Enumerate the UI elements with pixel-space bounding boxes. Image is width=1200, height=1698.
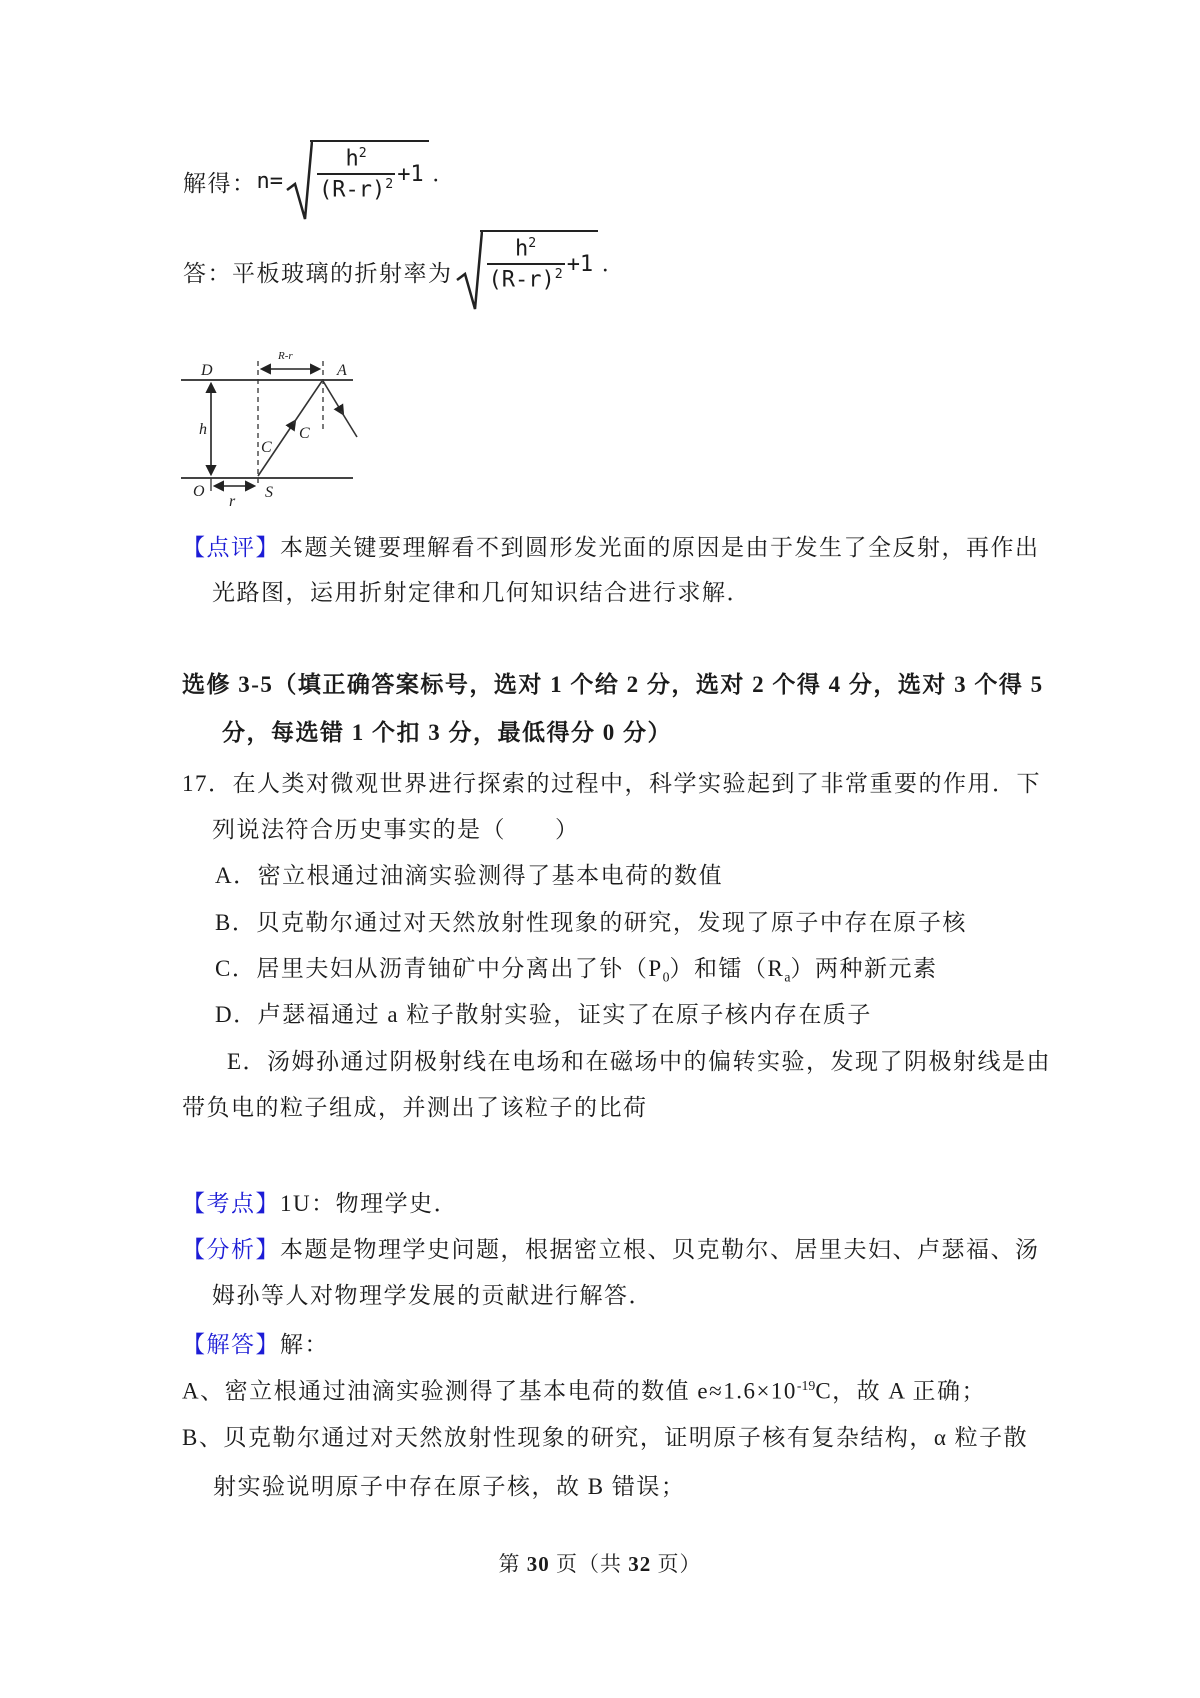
formula-end-dot: · — [601, 257, 610, 284]
option-b: B．贝克勒尔通过对天然放射性现象的研究，发现了原子中存在原子核 — [215, 910, 967, 935]
plus-one-term: +1 — [397, 161, 424, 187]
label-O: O — [193, 483, 205, 500]
section-heading-line-1: 选修 3-5（填正确答案标号，选对 1 个给 2 分，选对 2 个得 4 分，选对 3 个得 5 — [182, 672, 1044, 697]
comment-line-1 — [182, 534, 1040, 563]
jieda-text: 解： — [280, 1332, 329, 1357]
formula-solve — [183, 138, 440, 224]
comment-text-1: 本题关键要理解看不到圆形发光面的原因是由于发生了全反射，再作出 — [280, 535, 1040, 560]
question-line-2: 列说法符合历史事实的是（ ） — [212, 817, 580, 842]
fraction — [487, 236, 565, 293]
numerator-base: h — [345, 146, 359, 172]
formula-end-dot: · — [431, 167, 440, 194]
label-h: h — [199, 421, 207, 438]
footer-post: 页） — [657, 1552, 702, 1576]
option-c-post: ）两种新元素 — [790, 956, 938, 981]
kaodian-text: 1U：物理学史． — [280, 1191, 459, 1216]
footer-page-number: 30 — [526, 1552, 550, 1576]
section-heading-line-2: 分，每选错 1 个扣 3 分，最低得分 0 分） — [222, 720, 672, 745]
formula-answer — [183, 228, 609, 314]
radicand — [480, 230, 599, 295]
numerator-base: h — [514, 236, 529, 262]
light-ray-diagram — [173, 328, 373, 518]
denominator-base: (R-r) — [488, 267, 555, 293]
option-c-pre: C．居里夫妇从沥青铀矿中分离出了钋（P — [215, 956, 663, 981]
footer-pre: 第 — [498, 1552, 521, 1576]
denominator-exponent: 2 — [385, 177, 394, 193]
label-C-left: C — [261, 439, 272, 456]
fenxi-text-1: 本题是物理学史问题，根据密立根、贝克勒尔、居里夫妇、卢瑟福、汤 — [280, 1237, 1040, 1262]
page-footer — [0, 1548, 1200, 1578]
fenxi-label: 【分析】 — [182, 1237, 280, 1262]
option-c-mid: ）和镭（R — [669, 956, 785, 981]
label-top-distance: R-r — [278, 350, 293, 362]
radical-sign-icon — [455, 228, 483, 314]
fraction — [317, 146, 395, 203]
jieda-label: 【解答】 — [182, 1332, 280, 1357]
fenxi-line-1 — [182, 1236, 1040, 1265]
label-r: r — [229, 493, 236, 510]
comment-line-2: 光路图，运用折射定律和几何知识结合进行求解． — [212, 580, 751, 605]
label-S: S — [265, 484, 273, 501]
radical-sign-icon — [285, 138, 313, 224]
option-c-sub-0: 0 — [662, 969, 670, 985]
option-a: A．密立根通过油滴实验测得了基本电荷的数值 — [215, 863, 724, 888]
solution-a-pre: A、密立根通过油滴实验测得了基本电荷的数值 e≈1.6×10 — [182, 1378, 797, 1404]
footer-mid: 页（共 — [556, 1552, 622, 1576]
jieda-line — [182, 1331, 329, 1360]
numerator-exponent: 2 — [528, 236, 537, 251]
fraction-numerator — [335, 146, 376, 173]
fraction-numerator — [505, 236, 546, 263]
reflected-ray — [323, 381, 343, 414]
solution-b-line-2: 射实验说明原子中存在原子核，故 B 错误； — [213, 1474, 686, 1499]
fraction-denominator — [317, 175, 395, 202]
option-c-sub-a: a — [784, 969, 791, 985]
solution-a-exponent: -19 — [796, 1378, 816, 1393]
solution-a-post: C，故 A 正确； — [815, 1378, 987, 1404]
question-line-1: 17．在人类对微观世界进行探索的过程中，科学实验起到了非常重要的作用．下 — [182, 771, 1041, 796]
reflected-ray-lower — [341, 411, 357, 437]
fenxi-line-2: 姆孙等人对物理学发展的贡献进行解答． — [212, 1283, 653, 1308]
label-C-right: C — [299, 425, 310, 442]
option-c — [215, 955, 938, 986]
radicand — [310, 140, 429, 205]
formula-solve-label: 解得： — [183, 170, 257, 196]
formula-answer-label: 答：平板玻璃的折射率为 — [183, 260, 453, 286]
kaodian-label: 【考点】 — [182, 1191, 280, 1216]
denominator-base: (R-r) — [319, 177, 386, 203]
solution-a — [182, 1377, 986, 1406]
option-e-line-1: E．汤姆孙通过阴极射线在电场和在磁场中的偏转实验，发现了阴极射线是由 — [227, 1049, 1052, 1074]
comment-label: 【点评】 — [182, 535, 280, 560]
label-D: D — [201, 362, 213, 379]
kaodian-line — [182, 1190, 458, 1219]
incident-ray-upper — [293, 381, 322, 424]
denominator-exponent: 2 — [554, 267, 563, 283]
label-A: A — [337, 362, 347, 379]
option-d: D．卢瑟福通过 a 粒子散射实验，证实了在原子核内存在质子 — [215, 1002, 872, 1027]
fraction-denominator — [487, 265, 565, 292]
formula-n-equals: n= — [256, 168, 283, 194]
footer-total-pages: 32 — [628, 1552, 652, 1576]
sqrt-expression-2 — [455, 228, 599, 314]
solution-b-line-1: B、贝克勒尔通过对天然放射性现象的研究，证明原子核有复杂结构，α 粒子散 — [182, 1425, 1029, 1450]
sqrt-expression — [285, 138, 429, 224]
plus-one-term: +1 — [566, 251, 594, 277]
numerator-exponent: 2 — [358, 146, 367, 161]
option-e-line-2: 带负电的粒子组成，并测出了该粒子的比荷 — [182, 1095, 648, 1120]
